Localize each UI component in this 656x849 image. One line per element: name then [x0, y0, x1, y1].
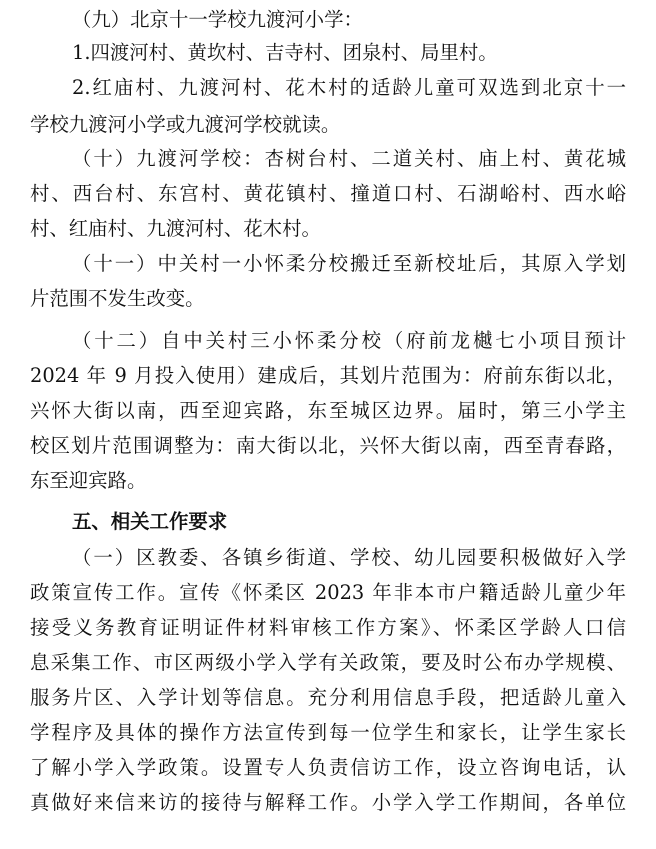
- section-12-line-2: 2024 年 9 月投入使用）建成后，其划片范围为：府前东街以北，: [30, 364, 626, 387]
- requirements-line-5: 服务片区、入学计划等信息。充分利用信息手段，把适龄儿童入: [30, 686, 626, 709]
- section-heading-5: 五、相关工作要求: [72, 510, 228, 533]
- requirements-line-2: 政策宣传工作。宣传《怀柔区 2023 年非本市户籍适龄儿童少年: [30, 581, 626, 604]
- section-12-line-1: （十二）自中关村三小怀柔分校（府前龙樾七小项目预计: [72, 329, 626, 352]
- section-10-line-3: 村、红庙村、九渡河村、花木村。: [30, 217, 321, 240]
- section-12-line-3: 兴怀大街以南，西至迎宾路，东至城区边界。届时，第三小学主: [30, 399, 626, 422]
- section-10-line-2: 村、西台村、东宫村、黄花镇村、撞道口村、石湖峪村、西水峪: [30, 182, 626, 205]
- section-12-line-5: 东至迎宾路。: [30, 469, 147, 492]
- section-12-line-4: 校区划片范围调整为：南大街以北，兴怀大街以南，西至青春路，: [30, 434, 626, 457]
- requirements-line-8: 真做好来信来访的接待与解释工作。小学入学工作期间，各单位: [30, 791, 626, 814]
- section-10-line-1: （十）九渡河学校：杏树台村、二道关村、庙上村、黄花城: [72, 147, 626, 170]
- section-11-line-1: （十一）中关村一小怀柔分校搬迁至新校址后，其原入学划: [72, 252, 626, 275]
- requirements-line-4: 息采集工作、市区两级小学入学有关政策，要及时公布办学规模、: [30, 651, 626, 674]
- requirements-line-6: 学程序及具体的操作方法宣传到每一位学生和家长，让学生家长: [30, 721, 626, 744]
- section-9-item-1: 1.四渡河村、黄坎村、吉寺村、团泉村、局里村。: [72, 41, 498, 64]
- section-9-item-2-line-1: 2.红庙村、九渡河村、花木村的适龄儿童可双选到北京十一: [72, 76, 626, 99]
- section-9-item-2-line-2: 学校九渡河小学或九渡河学校就读。: [30, 113, 341, 136]
- section-11-line-2: 片范围不发生改变。: [30, 287, 205, 310]
- section-9-title: （九）北京十一学校九渡河小学：: [72, 8, 363, 31]
- requirements-line-3: 接受义务教育证明证件材料审核工作方案》、怀柔区学龄人口信: [30, 616, 626, 639]
- requirements-line-1: （一）区教委、各镇乡街道、学校、幼儿园要积极做好入学: [72, 546, 626, 569]
- requirements-line-7: 了解小学入学政策。设置专人负责信访工作，设立咨询电话，认: [30, 756, 626, 779]
